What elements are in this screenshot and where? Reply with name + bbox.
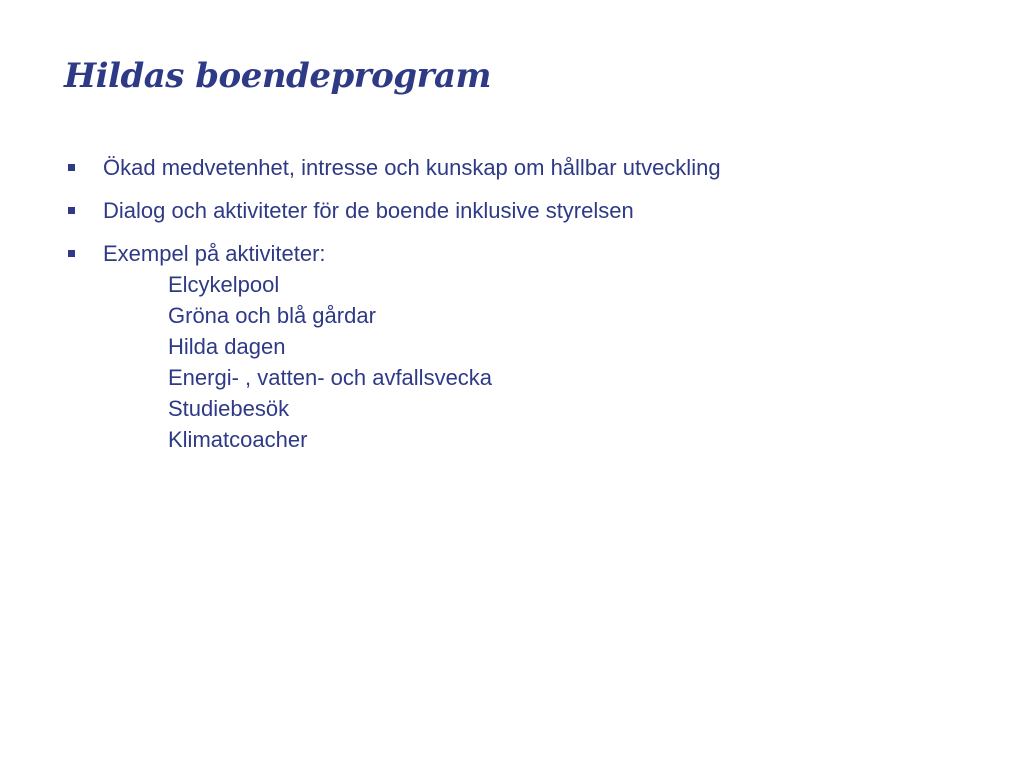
bullet-text: Ökad medvetenhet, intresse och kunskap om hållbar utveckling [103, 155, 721, 180]
bullet-list [68, 152, 768, 467]
bullet-item [68, 152, 768, 183]
activity-item: Klimatcoacher [168, 427, 308, 452]
activity-item: Gröna och blå gårdar [168, 303, 376, 328]
square-bullet-icon [68, 250, 75, 257]
activity-item: Elcykelpool [168, 272, 280, 297]
activity-item: Studiebesök [168, 396, 290, 421]
activity-item: Energi- , vatten- och avfallsvecka [168, 365, 493, 390]
activity-list [103, 269, 768, 455]
bullet-text: Dialog och aktiviteter för de boende inklusive styrelsen [103, 198, 634, 223]
square-bullet-icon [68, 207, 75, 214]
bullet-item [68, 238, 768, 455]
slide-title: Hildas boendeprogram [64, 56, 492, 96]
square-bullet-icon [68, 164, 75, 171]
bullet-text: Exempel på aktiviteter: [103, 241, 326, 266]
bullet-item [68, 195, 768, 226]
activity-item: Hilda dagen [168, 334, 286, 359]
